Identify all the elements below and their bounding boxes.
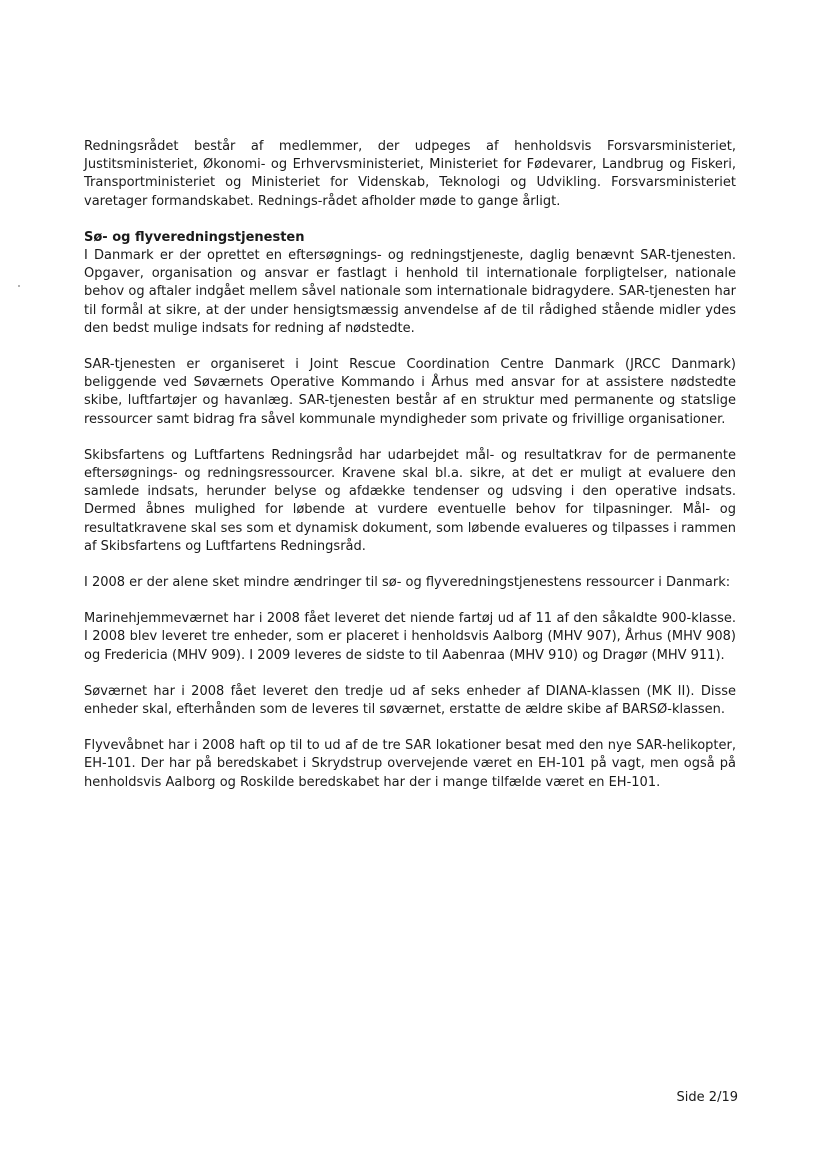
paragraph-soevaernet: Søværnet har i 2008 fået leveret den tredje ud af seks enheder af DIANA-klassen (MK II). Disse enheder skal, efterhånden som de leveres til søværnet, erstatte de ældre skibe af BARSØ-klassen. (84, 683, 736, 718)
paragraph-flyvevaabnet: Flyvevåbnet har i 2008 haft op til to ud af de tre SAR lokationer besat med den nye SAR-helikopter, EH-101. Der har på beredskabet i Skrydstrup overvejende været en EH-101 på vagt, men også på henholdsvis Aalborg og Roskilde beredskabet har der i mange tilfælde været en EH-101. (84, 738, 736, 790)
paragraph-sar-intro: I Danmark er der oprettet en eftersøgnings- og redningstjeneste, daglig benævnt SAR-tjenesten. Opgaver, organisation og ansvar er fastlagt i henhold til internationale forpligtelser, nationale behov og aftaler indgået mellem såvel nationale som internationale bidragydere. SAR-tjenesten har til formål at sikre, at der under hensigtsmæssig anvendelse af de til rådighed stående midler ydes den bedst mulige indsats for redning af nødstedte. (84, 248, 736, 336)
paragraph-jrcc: SAR-tjenesten er organiseret i Joint Rescue Coordination Centre Danmark (JRCC Danmark) beliggende ved Søværnets Operative Kommando i Århus med ansvar for at assistere nødstedte skibe, luftfartøjer og havanlæg. SAR-tjenesten består af en struktur med permanente og statslige ressourcer samt bidrag fra såvel kommunale myndigheder som private og frivillige organisationer. (84, 357, 736, 427)
paragraph-marinehjemmevaernet: Marinehjemmeværnet har i 2008 fået leveret det niende fartøj ud af 11 af den såkaldte 900-klasse. I 2008 blev leveret tre enheder, som er placeret i henholdsvis Aalborg (MHV 907), Århus (MHV 908) og Fredericia (MHV 909). I 2009 leveres de sidste to til Aabenraa (MHV 910) og Dragør (MHV 911). (84, 611, 736, 663)
document-body (84, 138, 736, 810)
paragraph-redningsraadet: Redningsrådet består af medlemmer, der udpeges af henholdsvis Forsvarsministeriet, Justitsministeriet, Økonomi- og Erhvervsministeriet, Ministeriet for Fødevarer, Landbrug og Fiskeri, Transportministeriet og Ministeriet for Videnskab, Teknologi og Udvikling. Forsvarsministeriet varetager formandskabet. Rednings-rådet afholder møde to gange årligt. (84, 139, 736, 209)
scan-speck (18, 285, 20, 287)
section-heading: Sø- og flyveredningstjenesten (84, 229, 305, 245)
paragraph-maal-resultatkrav: Skibsfartens og Luftfartens Redningsråd har udarbejdet mål- og resultatkrav for de permanente eftersøgnings- og redningsressourcer. Kravene skal bl.a. sikre, at det er muligt at evaluere den samlede indsats, herunder belyse og afdække tendenser og udsving i den operative indsats. Dermed åbnes mulighed for løbende at vurdere eventuelle behov for tilpasninger. Mål- og resultatkravene skal ses som et dynamisk dokument, som løbende evalueres og tilpasses i rammen af Skibsfartens og Luftfartens Redningsråd. (84, 447, 736, 554)
page-number: Side 2/19 (676, 1090, 738, 1105)
paragraph-aendringer-2008: I 2008 er der alene sket mindre ændringer til sø- og flyveredningstjenestens ressourcer i Danmark: (84, 575, 731, 591)
